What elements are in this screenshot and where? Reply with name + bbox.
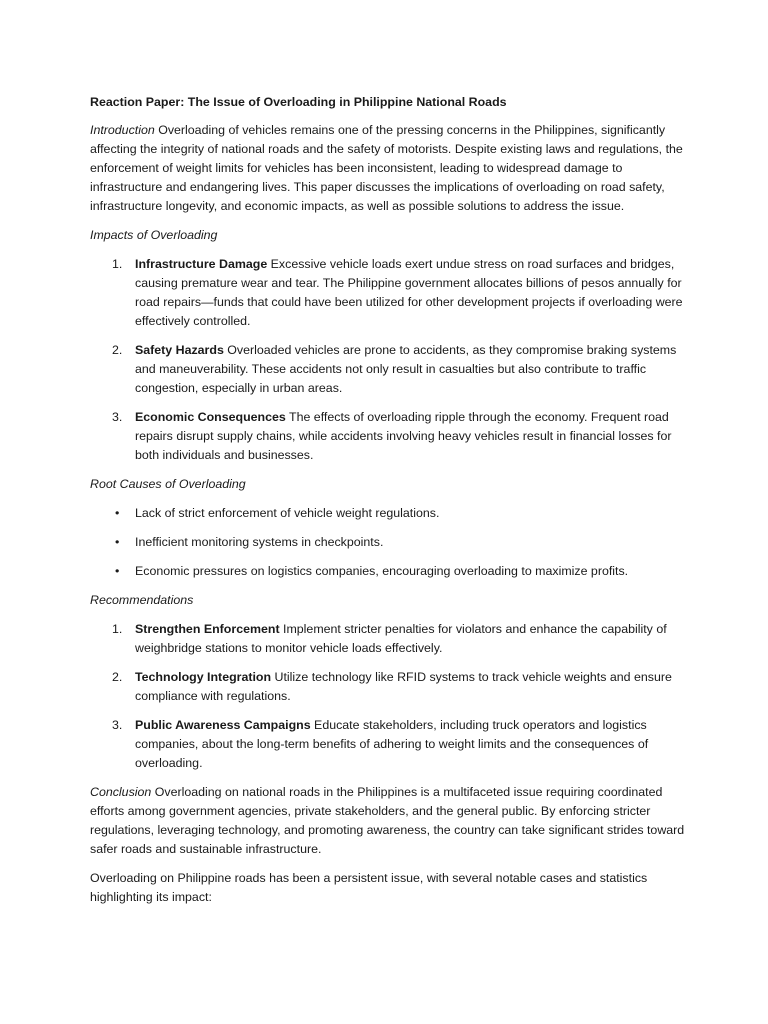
introduction-label: Introduction <box>90 123 155 137</box>
recommendations-heading: Recommendations <box>90 593 194 607</box>
list-item <box>90 716 690 773</box>
list-item-text: Overloaded vehicles are prone to accidents, as they compromise braking systems and maneuverability. These accidents not only result in casualties but also contribute to traffic congestion, especially in urban areas. <box>135 343 677 395</box>
recommendations-list <box>90 620 690 773</box>
list-number: 1. <box>112 622 123 636</box>
introduction-text: Overloading of vehicles remains one of the pressing concerns in the Philippines, significantly affecting the integrity of national roads and the safety of motorists. Despite existing laws and regulations, the enforcement of weight limits for vehicles has been inconsistent, leading to widespread damage to infrastructure and endangering lives. This paper discusses the implications of overloading on road safety, infrastructure longevity, and economic impacts, as well as possible solutions to address the issue. <box>90 123 683 213</box>
impacts-list <box>90 255 690 465</box>
bullet: • <box>115 535 120 549</box>
bullet: • <box>115 564 120 578</box>
list-item-text: Economic pressures on logistics companies, encouraging overloading to maximize profits. <box>135 564 629 578</box>
list-item-text: Educate stakeholders, including truck operators and logistics companies, about the long-term benefits of adhering to weight limits and the consequences of overloading. <box>135 718 649 770</box>
list-item-term: Safety Hazards <box>135 343 224 357</box>
list-item-term: Technology Integration <box>135 670 272 684</box>
list-item-term: Infrastructure Damage <box>135 257 268 271</box>
list-number: 3. <box>112 410 123 424</box>
list-item <box>90 341 690 398</box>
root-causes-list <box>90 504 690 581</box>
impacts-heading: Impacts of Overloading <box>90 228 218 242</box>
conclusion-paragraph <box>90 783 690 859</box>
list-item-text: Lack of strict enforcement of vehicle weight regulations. <box>135 506 440 520</box>
closing-paragraph: Overloading on Philippine roads has been a persistent issue, with several notable cases and statistics highlighting its impact: <box>90 871 648 904</box>
list-item-term: Strengthen Enforcement <box>135 622 280 636</box>
list-item-term: Economic Consequences <box>135 410 286 424</box>
list-item-text: Utilize technology like RFID systems to track vehicle weights and ensure compliance with regulations. <box>135 670 672 703</box>
list-item-text: Implement stricter penalties for violators and enhance the capability of weighbridge stations to monitor vehicle loads effectively. <box>135 622 667 655</box>
document-page <box>90 93 690 917</box>
list-item <box>90 562 690 581</box>
conclusion-text: Overloading on national roads in the Philippines is a multifaceted issue requiring coordinated efforts among government agencies, private stakeholders, and the general public. By enforcing stricter regulations, leveraging technology, and promoting awareness, the country can take significant strides toward safer roads and sustainable infrastructure. <box>90 785 685 856</box>
list-number: 3. <box>112 718 123 732</box>
introduction-paragraph <box>90 121 690 216</box>
document-title: Reaction Paper: The Issue of Overloading in Philippine National Roads <box>90 95 507 109</box>
list-item-term: Public Awareness Campaigns <box>135 718 311 732</box>
list-number: 2. <box>112 670 123 684</box>
list-item <box>90 408 690 465</box>
list-item <box>90 620 690 658</box>
list-number: 2. <box>112 343 123 357</box>
list-item-text: Inefficient monitoring systems in checkpoints. <box>135 535 384 549</box>
conclusion-label: Conclusion <box>90 785 152 799</box>
list-item <box>90 668 690 706</box>
list-item-text: The effects of overloading ripple through the economy. Frequent road repairs disrupt supply chains, while accidents involving heavy vehicles result in financial losses for both individuals and businesses. <box>135 410 672 462</box>
list-item-text: Excessive vehicle loads exert undue stress on road surfaces and bridges, causing premature wear and tear. The Philippine government allocates billions of pesos annually for road repairs—funds that could have been utilized for other development projects if overloading were effectively controlled. <box>135 257 683 328</box>
list-item <box>90 255 690 331</box>
list-item <box>90 533 690 552</box>
root-causes-heading: Root Causes of Overloading <box>90 477 246 491</box>
bullet: • <box>115 506 120 520</box>
list-item <box>90 504 690 523</box>
list-number: 1. <box>112 257 123 271</box>
